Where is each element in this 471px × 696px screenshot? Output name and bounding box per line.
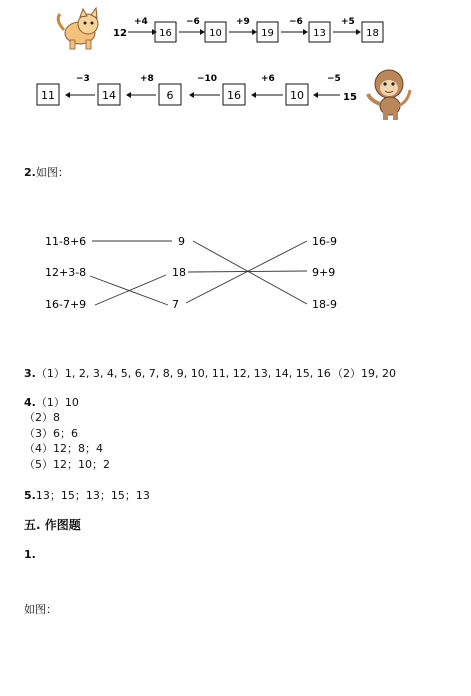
q3-part2: （2）19, 20 [332,367,396,380]
chain-diagram-1 [0,0,471,60]
chain1-box-value: 18 [366,28,379,39]
chain1-op: +5 [341,17,355,27]
chain1-op: −6 [186,17,200,27]
left-expression: 12+3-8 [45,266,87,279]
q5-label: 5. [24,489,36,502]
chain2-box-value: 14 [102,89,116,102]
chain2-op: +8 [140,74,154,84]
cat-illustration [58,8,98,49]
q3-label: 3. [24,367,36,380]
q3-line [24,367,331,381]
chain2-box-value: 11 [41,89,55,102]
right-expression: 9+9 [312,266,336,279]
q2-text: 如图： [35,166,69,179]
match-line [193,241,307,304]
section-title: 五. 作图题 [24,518,81,532]
q4-line-1 [24,396,79,410]
chain1-op: −6 [289,17,303,27]
s5-figure-text: 如图： [24,603,57,616]
q5-line [24,489,150,503]
q4-answer: （3）6；6 [24,427,78,440]
chain1-start: 12 [113,28,127,39]
chain2-box-value: 16 [227,89,241,102]
chain2-start: 15 [343,92,357,103]
left-expression: 11-8+6 [45,235,87,248]
s5-q1-label: 1. [24,548,36,561]
q4-answer: （5）12；10；2 [24,458,110,471]
q2-heading [24,166,69,180]
chain1-box-value: 10 [209,28,222,39]
chain1-box-value: 19 [261,28,274,39]
chain1-op: +4 [134,17,148,27]
chain2-box-value: 6 [166,89,174,102]
left-expression: 16-7+9 [45,298,87,311]
middle-number: 9 [178,235,185,248]
chain2-op: +6 [261,74,275,84]
q2-label: 2. [24,166,36,179]
middle-number: 18 [172,266,186,279]
q5-answer: 13；15；13；15；13 [35,489,150,502]
q4-label: 4. [24,396,36,409]
chain2-op: −10 [197,74,218,84]
right-expression: 18-9 [312,298,337,311]
chain2-box-value: 10 [290,89,304,102]
chain2-op: −5 [327,74,341,84]
monkey-illustration [368,70,410,120]
chain1-box-value: 16 [159,28,172,39]
chain-diagram-2 [0,62,471,124]
right-expression: 16-9 [312,235,337,248]
q3-part1: （1）1, 2, 3, 4, 5, 6, 7, 8, 9, 10, 11, 12, 13, 14, 15, 16 [35,367,331,380]
middle-number: 7 [172,298,179,311]
chain1-box-value: 13 [313,28,326,39]
q4-answer: （4）12；8；4 [24,442,103,455]
q4-answer: （1）10 [35,396,79,409]
chain1-op: +9 [236,17,250,27]
q4-answer: （2）8 [24,411,60,424]
matching-diagram [0,225,471,320]
chain2-op: −3 [76,74,90,84]
